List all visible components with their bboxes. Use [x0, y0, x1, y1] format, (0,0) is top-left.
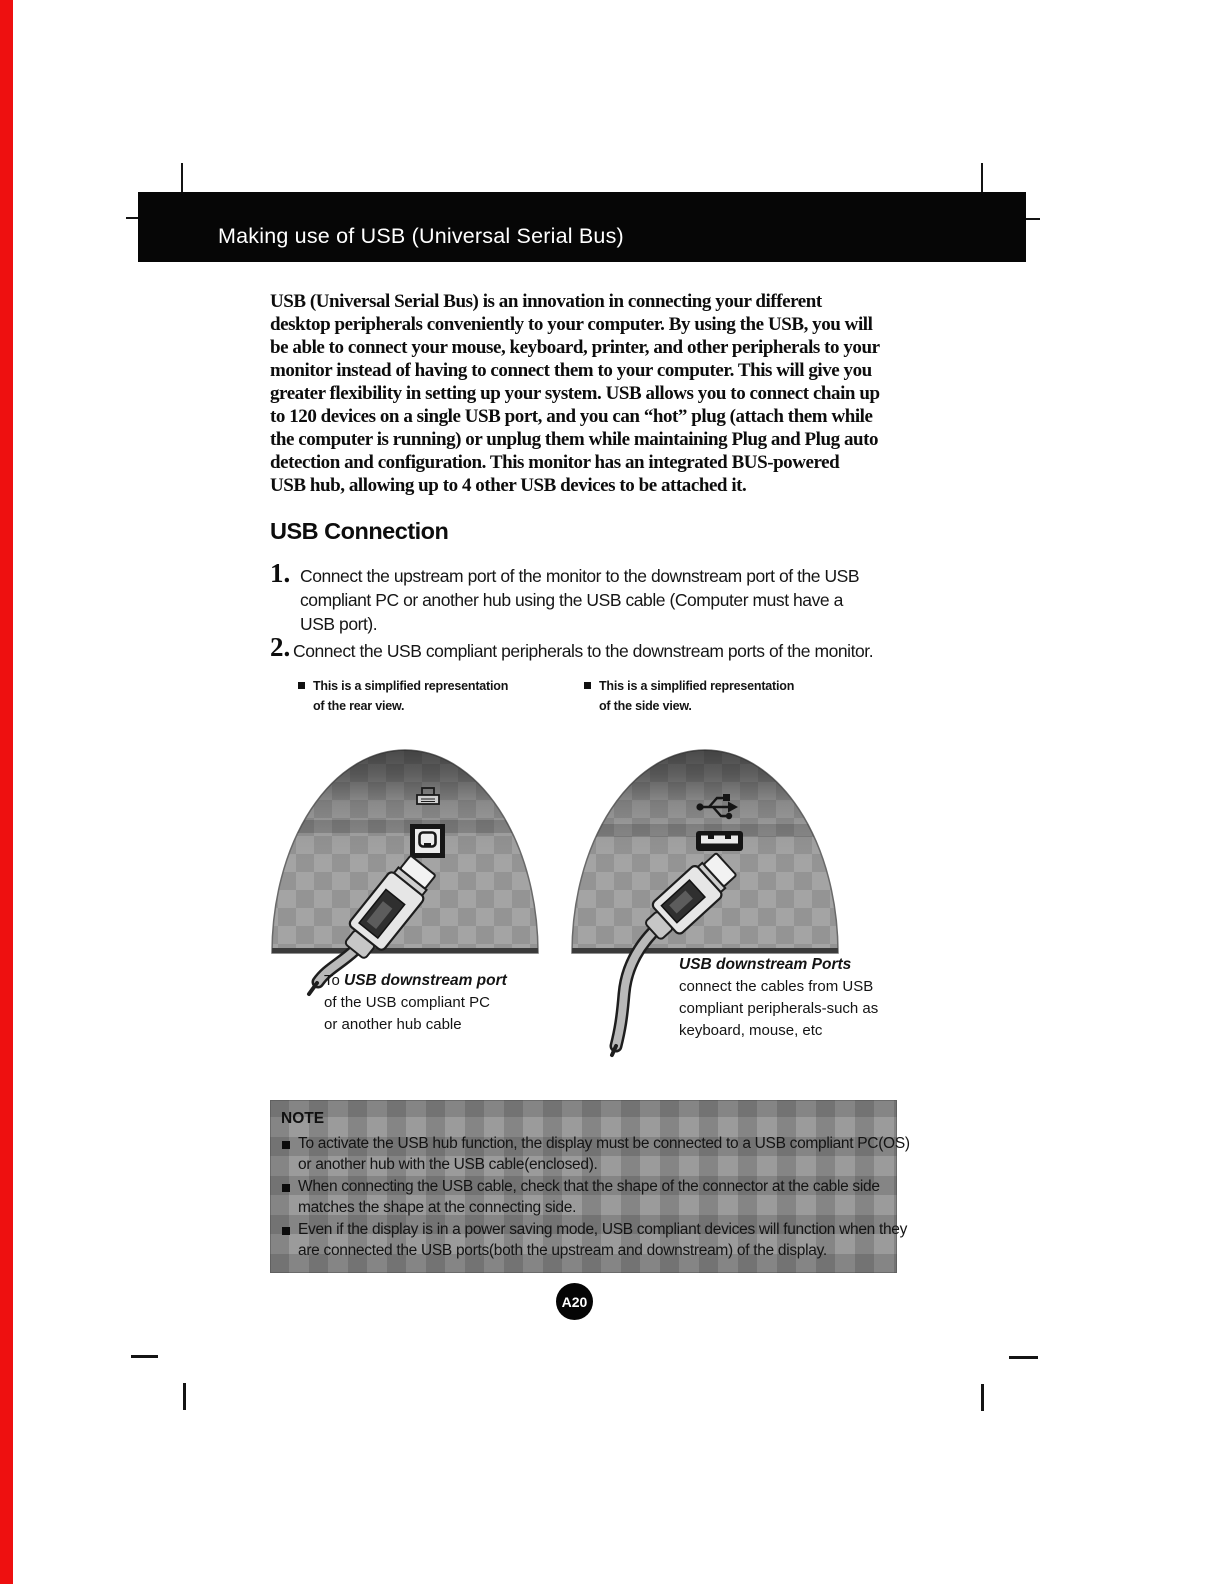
step-2-number: 2.	[270, 632, 291, 662]
caption-right-line: compliant peripherals-such as	[679, 1000, 879, 1017]
caption-right-emphasis: USB downstream Ports	[679, 956, 852, 973]
note-box	[270, 1100, 910, 1273]
crop-mark-bottom-right-h	[1009, 1356, 1038, 1359]
note-title: NOTE	[281, 1110, 325, 1127]
crop-mark-top-left-v	[181, 163, 183, 192]
section-title: USB Connection	[270, 518, 449, 544]
bullet-square-icon	[298, 682, 305, 689]
step-2-line: Connect the USB compliant peripherals to the downstream ports of the monitor.	[293, 641, 874, 661]
intro-line: USB hub, allowing up to 4 other USB devices to be attached it.	[270, 475, 747, 496]
caption-left-line1	[324, 970, 507, 992]
note-item-line: or another hub with the USB cable(enclosed).	[298, 1156, 598, 1173]
figure-left-bullet	[313, 676, 508, 716]
caption-right-line: connect the cables from USB	[679, 978, 874, 995]
step-1-line: Connect the upstream port of the monitor to the downstream port of the USB	[300, 566, 860, 586]
figure-right-bullet	[599, 676, 794, 716]
intro-line: greater flexibility in setting up your system. USB allows you to connect chain up	[270, 383, 880, 404]
scan-edge-strip	[0, 0, 13, 1584]
usb-a-port-icon	[696, 831, 743, 851]
bullet-square-icon	[282, 1141, 290, 1149]
caption-left	[324, 970, 507, 1036]
intro-line: detection and configuration. This monitor has an integrated BUS-powered	[270, 452, 840, 473]
figure-left-bullet-line: This is a simplified representation	[313, 679, 509, 693]
monitor-side-dome	[572, 750, 838, 954]
figure-right-bullet-line: This is a simplified representation	[599, 679, 795, 693]
note-item-line: When connecting the USB cable, check that the shape of the connector at the cable side	[298, 1178, 880, 1195]
note-item-3	[298, 1219, 907, 1261]
intro-line: the computer is running) or unplug them while maintaining Plug and Plug auto	[270, 429, 879, 450]
note-item-line: Even if the display is in a power saving mode, USB compliant devices will function when they	[298, 1221, 908, 1238]
crop-mark-bottom-left-h	[131, 1355, 158, 1358]
intro-line: monitor instead of having to connect them to your computer. This will give you	[270, 360, 872, 381]
step-1-line: USB port).	[300, 614, 378, 634]
page-title: Making use of USB (Universal Serial Bus)	[218, 224, 624, 248]
note-item-line: To activate the USB hub function, the display must be connected to a USB compliant PC(OS)	[298, 1135, 910, 1152]
caption-left-prefix: To	[324, 972, 345, 989]
caption-right-line: keyboard, mouse, etc	[679, 1022, 823, 1039]
step-1-text	[300, 564, 859, 636]
page-number-badge: A20	[556, 1283, 593, 1320]
note-item-2	[298, 1176, 880, 1218]
bullet-square-icon	[282, 1227, 290, 1235]
step-1-number: 1.	[270, 558, 291, 588]
caption-left-emphasis: USB downstream port	[344, 972, 507, 989]
intro-line: to 120 devices on a single USB port, and you can “hot” plug (attach them while	[270, 406, 873, 427]
bullet-square-icon	[584, 682, 591, 689]
figure-left-bullet-line: of the rear view.	[313, 699, 405, 713]
note-item-line: are connected the USB ports(both the upstream and downstream) of the display.	[298, 1242, 827, 1259]
step-1-line: compliant PC or another hub using the USB cable (Computer must have a	[300, 590, 843, 610]
crop-mark-top-right-v	[981, 163, 983, 192]
crop-mark-bottom-left-v	[183, 1383, 186, 1410]
crop-mark-bottom-right-v	[981, 1384, 984, 1411]
bullet-square-icon	[282, 1184, 290, 1192]
figure-right-bullet-line: of the side view.	[599, 699, 692, 713]
intro-paragraph	[270, 290, 930, 497]
usb-b-port-icon	[410, 824, 445, 858]
note-item-1	[298, 1133, 910, 1175]
caption-left-line: of the USB compliant PC	[324, 994, 490, 1011]
intro-line: be able to connect your mouse, keyboard, printer, and other peripherals to your	[270, 337, 880, 358]
crop-mark-top-right-h	[1026, 218, 1040, 220]
step-2-text	[293, 639, 873, 663]
note-item-line: matches the shape at the connecting side.	[298, 1199, 577, 1216]
intro-line: desktop peripherals conveniently to your computer. By using the USB, you will	[270, 314, 873, 335]
caption-left-line: or another hub cable	[324, 1016, 462, 1033]
caption-right	[679, 954, 878, 1042]
intro-line: USB (Universal Serial Bus) is an innovation in connecting your different	[270, 291, 822, 312]
